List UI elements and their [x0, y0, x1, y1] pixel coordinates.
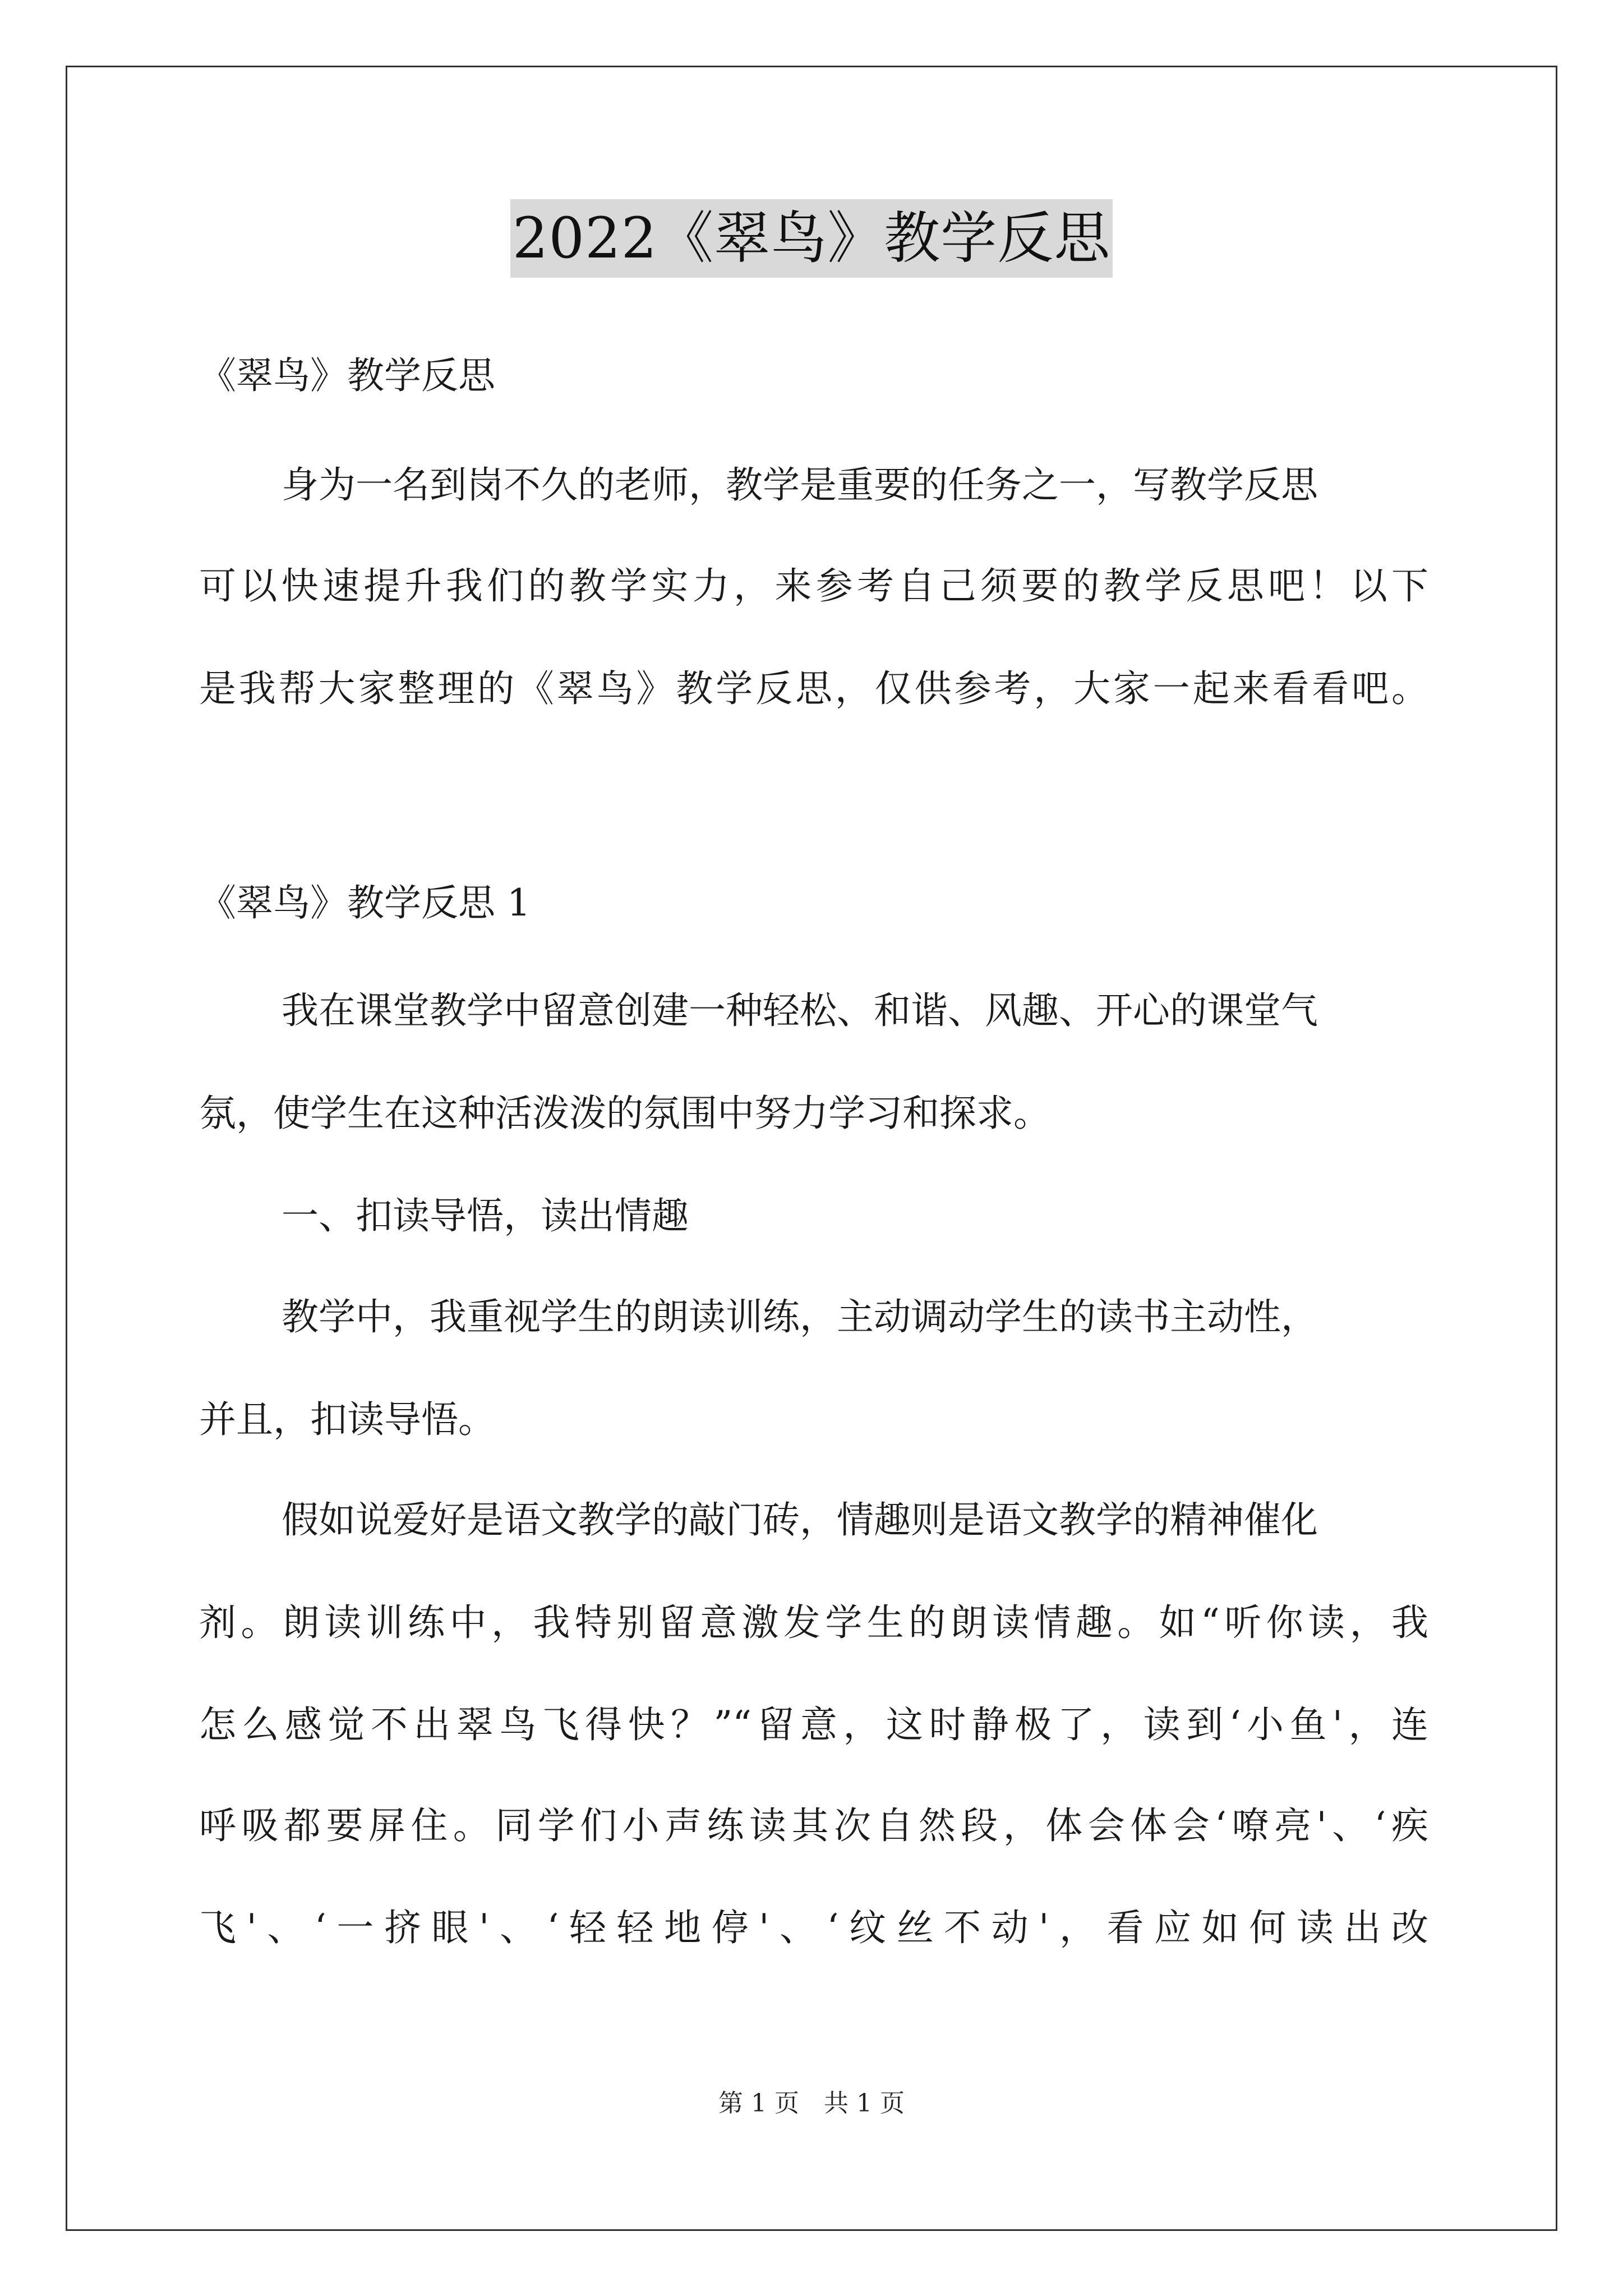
paragraph-line: 飞'、‘一挤眼'、‘轻轻地停'、‘纹丝不动'，看应如何读出改	[199, 1906, 1428, 1949]
subtitle-line: 《翠鸟》教学反思	[199, 354, 495, 397]
paragraph-line: 呼吸都要屏住。同学们小声练读其次自然段，体会体会‘嘹亮'、‘疾	[199, 1804, 1428, 1847]
paragraph-line: 教学中，我重视学生的朗读训练，主动调动学生的读书主动性，	[282, 1295, 1318, 1338]
document-title: 2022《翠鸟》教学反思	[510, 199, 1113, 278]
paragraph-line: 并且，扣读导悟。	[199, 1398, 495, 1441]
paragraph-line: 怎么感觉不出翠鸟飞得快？”“留意，这时静极了，读到‘小鱼'，连	[199, 1703, 1428, 1746]
page-footer: 第 1 页 共 1 页	[718, 2089, 905, 2118]
paragraph-line: 可以快速提升我们的教学实力，来参考自己须要的教学反思吧！以下	[199, 564, 1428, 608]
title-container	[0, 199, 1623, 278]
paragraph-line: 是我帮大家整理的《翠鸟》教学反思，仅供参考，大家一起来看看吧。	[199, 667, 1428, 710]
paragraph-line: 我在课堂教学中留意创建一种轻松、和谐、风趣、开心的课堂气	[282, 989, 1318, 1032]
paragraph-line: 身为一名到岗不久的老师，教学是重要的任务之一，写教学反思	[282, 463, 1318, 507]
paragraph-line: 氛，使学生在这种活泼泼的氛围中努力学习和探求。	[199, 1092, 1050, 1135]
paragraph-line: 剂。朗读训练中，我特别留意激发学生的朗读情趣。如“听你读，我	[199, 1601, 1428, 1644]
section-heading: 《翠鸟》教学反思 1	[199, 881, 531, 924]
subheading-line: 一、扣读导悟，读出情趣	[282, 1194, 689, 1237]
paragraph-line: 假如说爱好是语文教学的敲门砖，情趣则是语文教学的精神催化	[282, 1498, 1318, 1542]
